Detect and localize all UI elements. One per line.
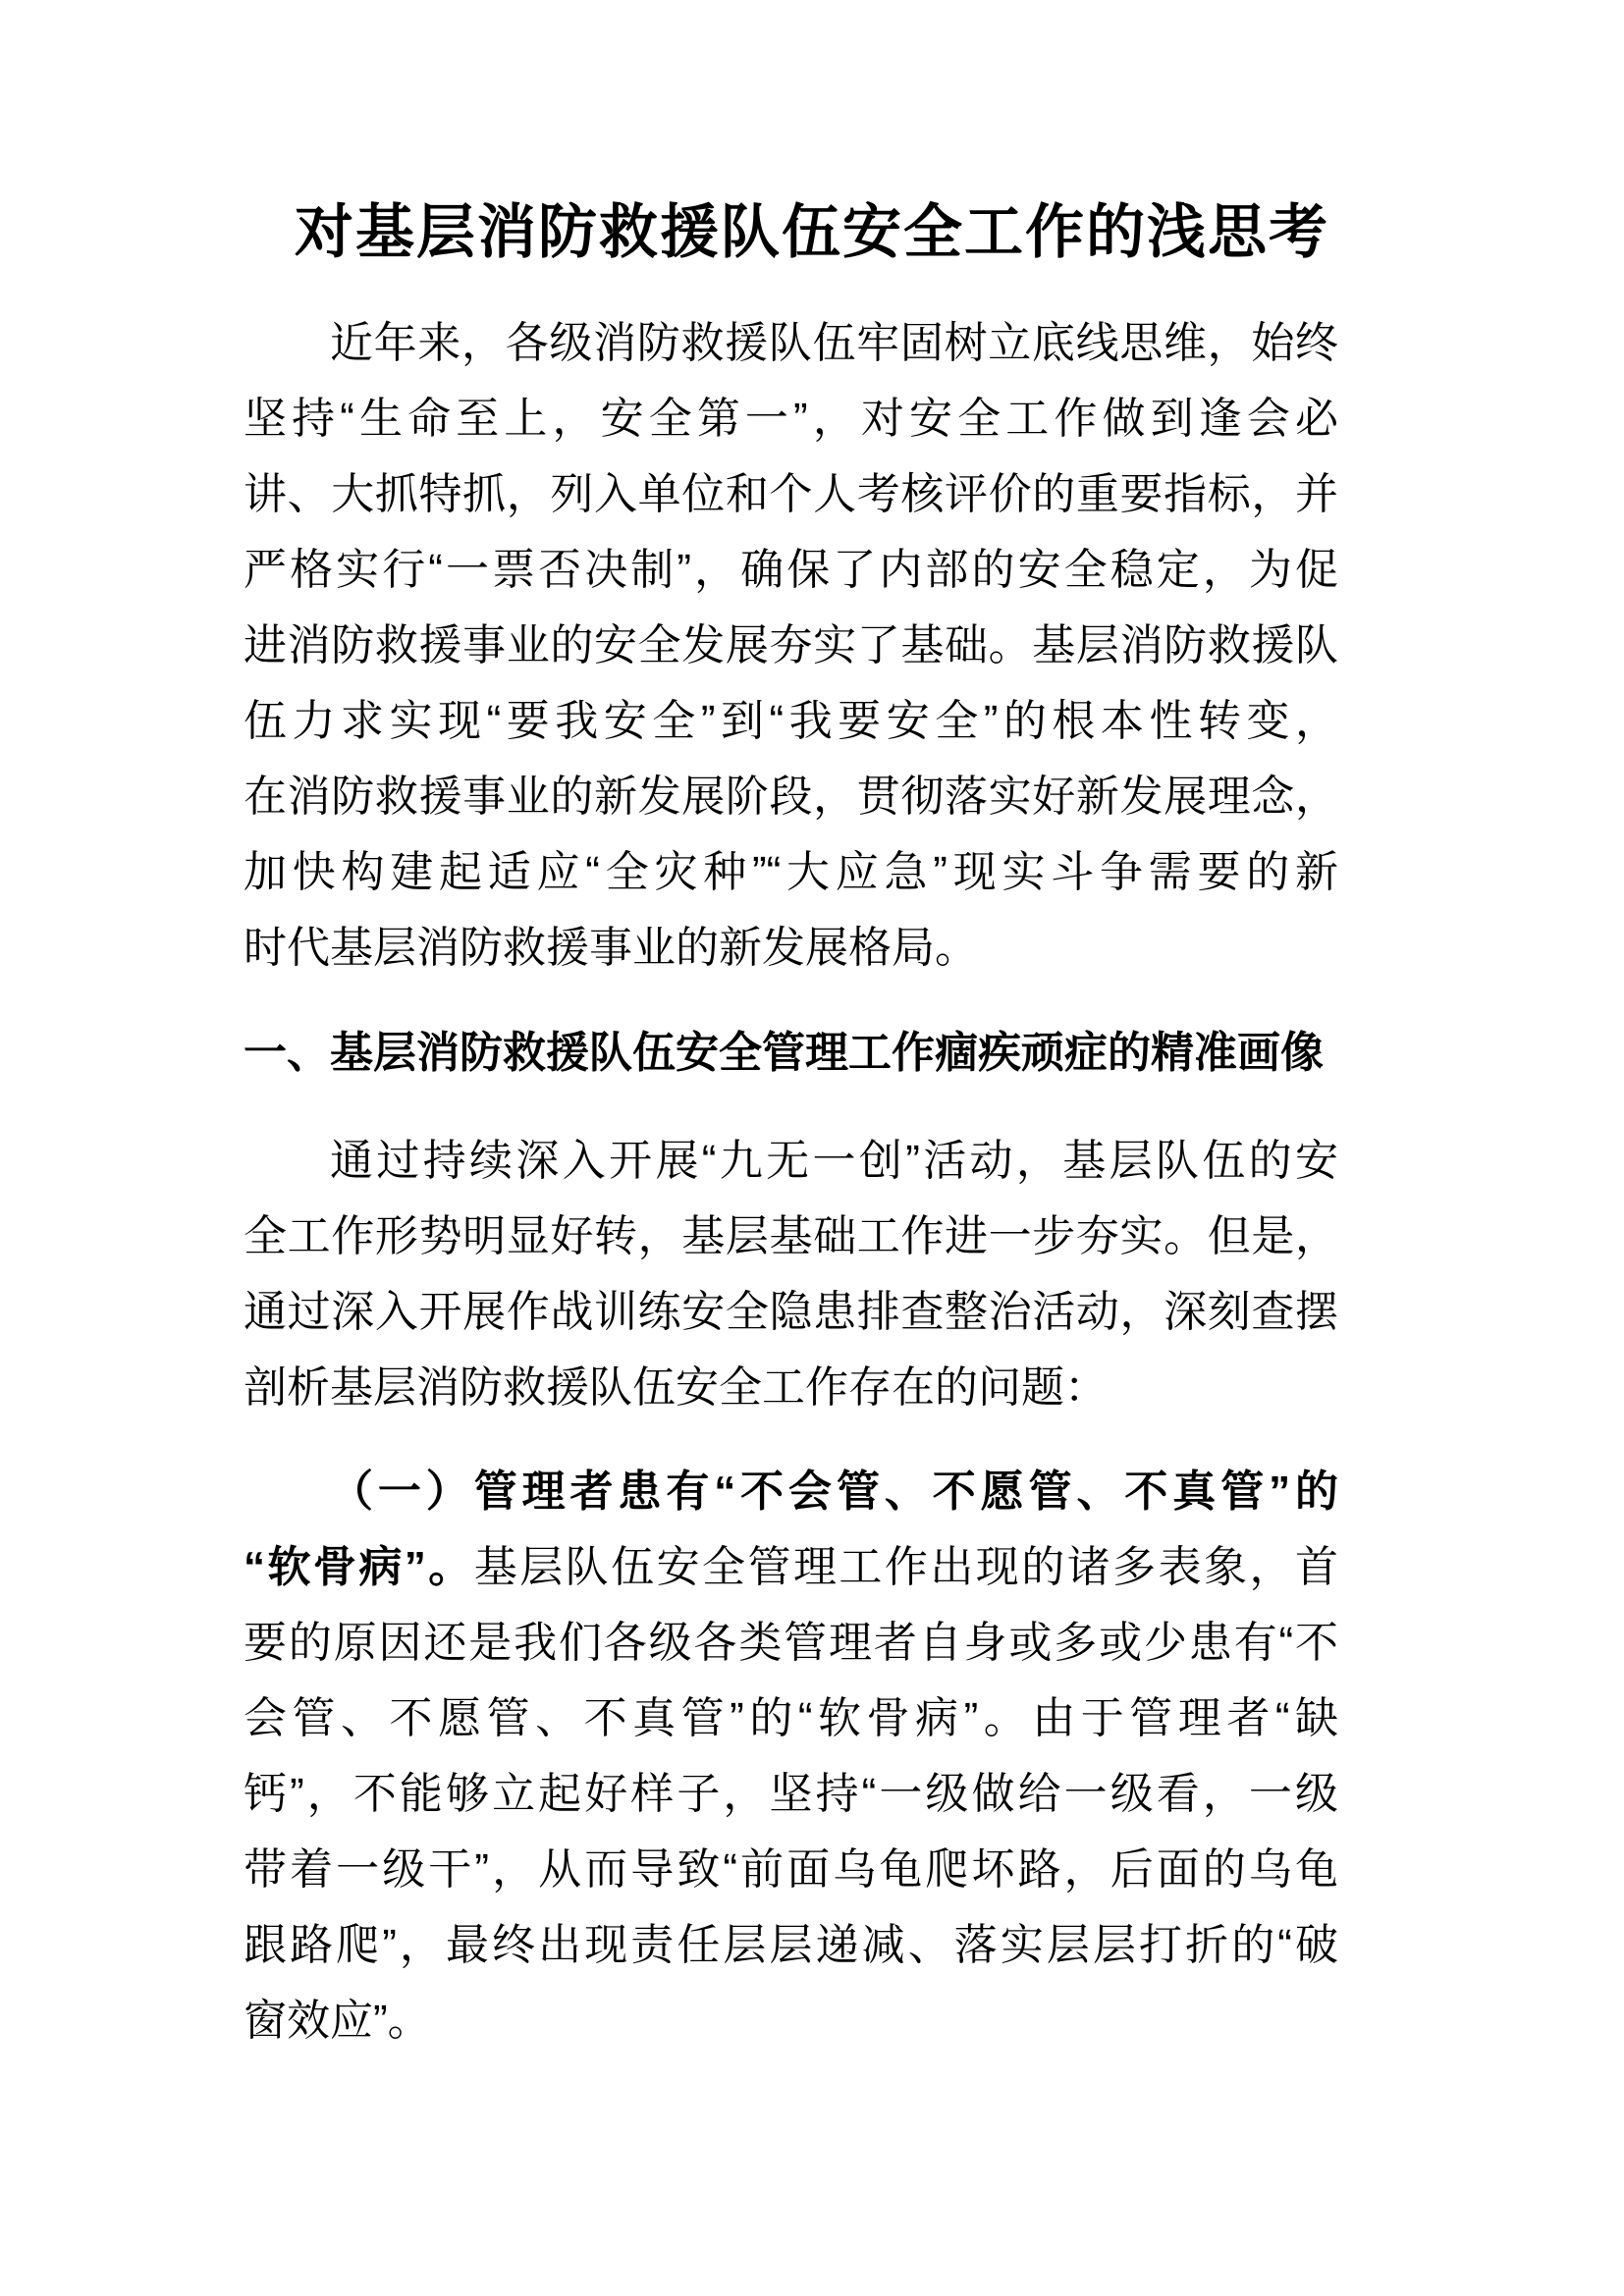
text-segment: 在消防救援事业的新发展阶段，贯彻落实好新发展理念， xyxy=(244,773,1338,821)
text-segment: 会管、不愿管、不真管”的“软骨病”。由于管理者“缺 xyxy=(244,1694,1338,1742)
text-line xyxy=(244,1832,1338,1907)
text-line xyxy=(244,608,1338,683)
text-line xyxy=(244,910,1338,986)
bold-text-segment: （一）管理者患有“不会管、不愿管、不真管”的 xyxy=(330,1468,1338,1516)
text-line xyxy=(244,381,1338,456)
text-segment: 严格实行“一票否决制”，确保了内部的安全稳定，为促 xyxy=(244,546,1338,594)
text-segment: 坚持“生命至上，安全第一”，对安全工作做到逢会必 xyxy=(244,395,1338,443)
text-segment: 全工作形势明显好转，基层基础工作进一步夯实。但是， xyxy=(244,1212,1338,1260)
text-line xyxy=(244,1983,1338,2058)
paragraph xyxy=(244,1123,1338,1425)
bold-text-segment: “软骨病”。 xyxy=(244,1543,474,1591)
text-line xyxy=(244,1605,1338,1681)
text-segment: 通过深入开展作战训练安全隐患排查整治活动，深刻查摆 xyxy=(244,1288,1338,1336)
text-segment: 时代基层消防救援事业的新发展格局。 xyxy=(244,924,978,972)
text-segment: 基层队伍安全管理工作出现的诸多表象，首 xyxy=(473,1543,1338,1591)
text-segment: 要的原因还是我们各级各类管理者自身或多或少患有“不 xyxy=(244,1619,1338,1667)
section-heading: 一、基层消防救援队伍安全管理工作痼疾顽症的精准画像 xyxy=(244,1029,1324,1077)
paragraph xyxy=(244,1454,1338,2058)
text-line xyxy=(244,1274,1338,1350)
text-segment: 加快构建起适应“全灾种”“大应急”现实斗争需要的新 xyxy=(244,848,1338,896)
text-line xyxy=(244,456,1338,532)
text-line xyxy=(244,1454,1338,1529)
text-segment: 讲、大抓特抓，列入单位和个人考核评价的重要指标，并 xyxy=(244,470,1338,518)
text-line xyxy=(244,1350,1338,1425)
text-segment: 伍力求实现“要我安全”到“我要安全”的根本性转变， xyxy=(244,697,1338,745)
text-segment: 近年来，各级消防救援队伍牢固树立底线思维，始终 xyxy=(330,319,1338,367)
text-line xyxy=(244,1199,1338,1274)
text-segment: 通过持续深入开展“九无一创”活动，基层队伍的安 xyxy=(330,1137,1338,1185)
text-segment: 窗效应”。 xyxy=(244,1997,431,2045)
text-line xyxy=(244,834,1338,910)
text-segment: 带着一级干”，从而导致“前面乌龟爬坏路，后面的乌龟 xyxy=(244,1845,1338,1894)
text-line xyxy=(244,1123,1338,1199)
text-segment: 进消防救援事业的安全发展夯实了基础。基层消防救援队 xyxy=(244,621,1338,669)
text-line xyxy=(244,532,1338,608)
text-segment: 钙”，不能够立起好样子，坚持“一级做给一级看，一级 xyxy=(244,1770,1338,1818)
text-segment: 剖析基层消防救援队伍安全工作存在的问题： xyxy=(244,1363,1108,1412)
text-line xyxy=(244,1681,1338,1756)
page-title: 对基层消防救援队伍安全工作的浅思考 xyxy=(295,199,1329,265)
text-line xyxy=(244,1907,1338,1983)
paragraph xyxy=(244,305,1338,986)
text-line xyxy=(244,1756,1338,1832)
document-body xyxy=(0,305,1338,2058)
text-line xyxy=(244,305,1338,381)
text-line xyxy=(244,759,1338,834)
text-line xyxy=(244,1529,1338,1605)
text-segment: 跟路爬”，最终出现责任层层递减、落实层层打折的“破 xyxy=(244,1921,1338,1969)
text-line xyxy=(244,683,1338,759)
